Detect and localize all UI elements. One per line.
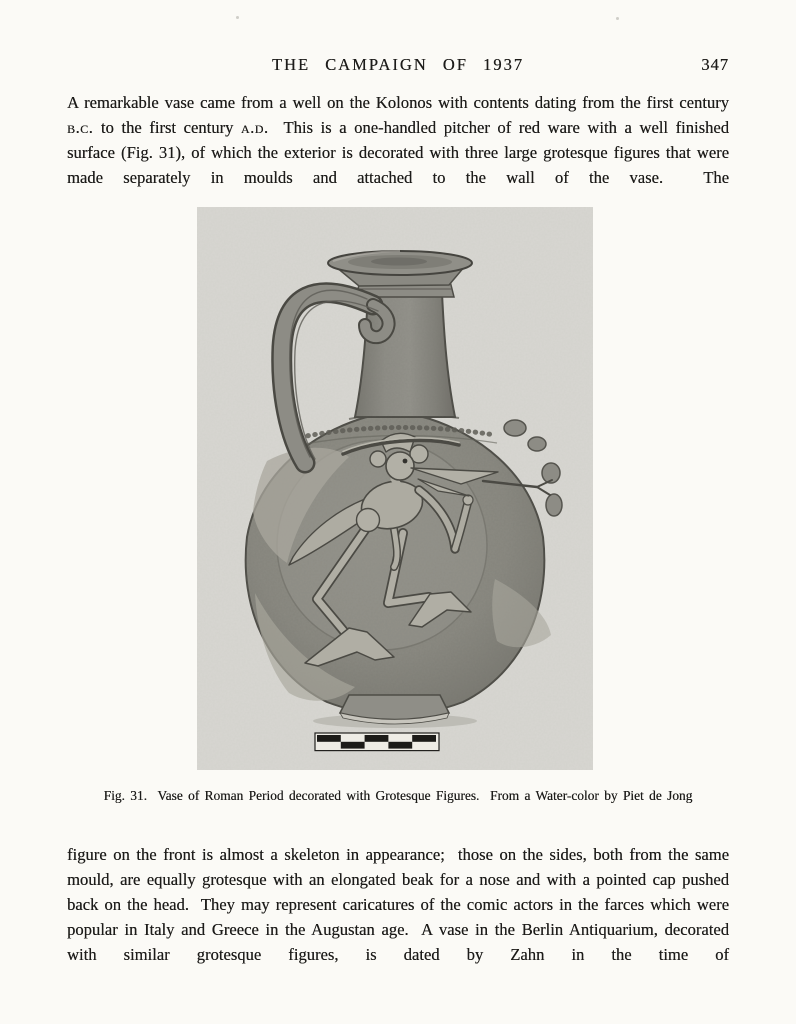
- running-title: THE CAMPAIGN OF 1937: [271, 55, 525, 74]
- figure-caption: Fig. 31. Vase of Roman Period decorated with Grotesque Figures. From a Water-color by Piet de Jong: [103, 788, 693, 803]
- paragraph-1-text-c: This is a one-handled pitcher of red ware with a well finished surface (Fig. 31), of which the exterior is decorated with three large grotesque figures that were made separately in moulds and attached to the wall of the vase. The: [67, 118, 729, 187]
- vase-watercolor-illustration: [197, 207, 593, 770]
- paragraph-1-text-b: to the first century: [93, 118, 241, 137]
- page-number: 347: [701, 55, 729, 74]
- paragraph-2: figure on the front is almost a skeleton in appearance; those on the sides, both from the same mould, are equally grotesque with an elongated beak for a nose and with a pointed cap pushed back on the head. They may represent caricatures of the comic actors in the farces which were popular in Italy and Greece in the Augustan age. A vase in the Berlin Antiquarium, decorated with similar grotesque figures, is dated by Zahn in the time of: [67, 845, 729, 964]
- page-header: [67, 55, 729, 75]
- paragraph-1-text-a: A remarkable vase came from a well on the Kolonos with contents dating from the first century: [67, 93, 729, 112]
- figure-31-plate: [197, 207, 593, 770]
- scan-speck: [616, 17, 619, 20]
- smallcaps-ad: a.d.: [240, 118, 269, 137]
- smallcaps-bc: b.c.: [67, 118, 94, 137]
- scan-speck: [236, 16, 239, 19]
- paragraph-1: [67, 90, 729, 190]
- scale-bar: [315, 733, 439, 751]
- vase-foot: [340, 695, 449, 724]
